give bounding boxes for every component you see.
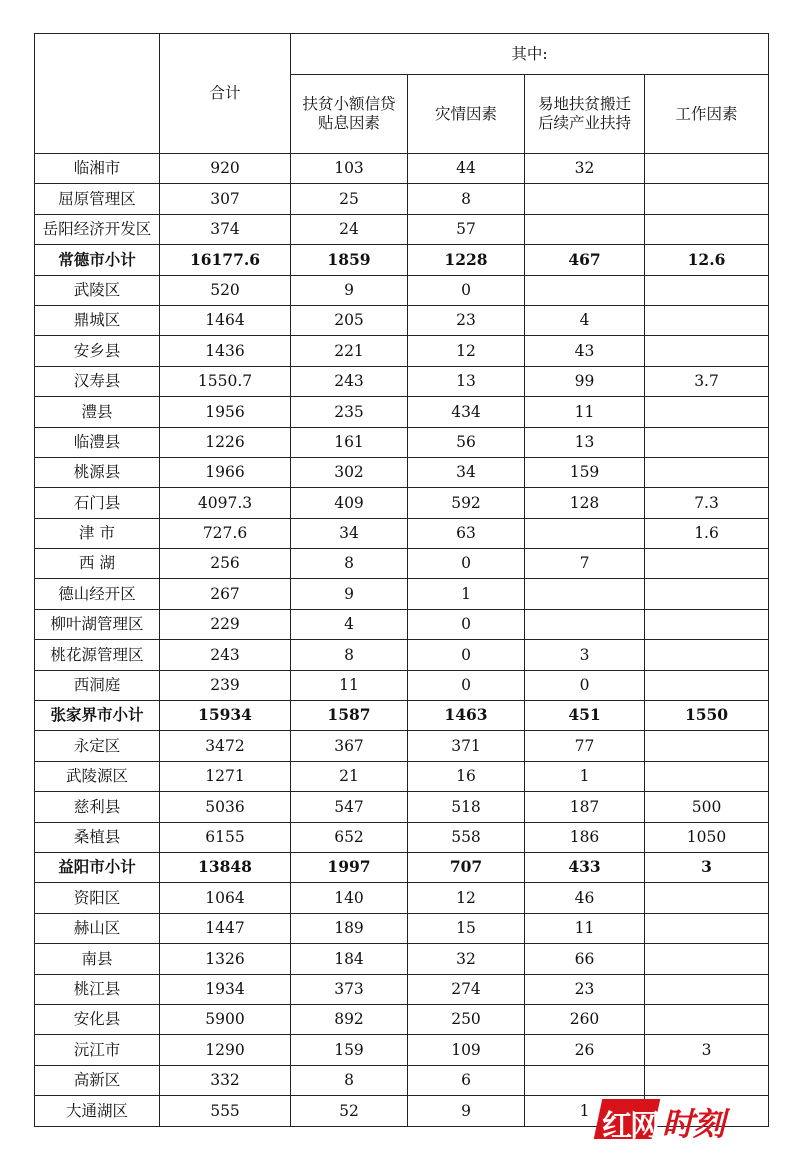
table-row — [35, 1035, 769, 1065]
cell-work: 1.6 — [645, 518, 769, 548]
cell-poverty-loan: 221 — [291, 336, 408, 366]
cell-region-name: 益阳市小计 — [35, 852, 160, 882]
cell-poverty-loan: 302 — [291, 457, 408, 487]
table-row — [35, 184, 769, 214]
cell-region-name: 桃江县 — [35, 974, 160, 1004]
cell-relocation: 187 — [525, 792, 645, 822]
cell-work — [645, 397, 769, 427]
cell-relocation: 433 — [525, 852, 645, 882]
cell-relocation: 467 — [525, 245, 645, 275]
table-row — [35, 670, 769, 700]
table-row — [35, 579, 769, 609]
cell-work — [645, 457, 769, 487]
cell-relocation: 128 — [525, 488, 645, 518]
cell-total: 520 — [160, 275, 291, 305]
cell-region-name: 德山经开区 — [35, 579, 160, 609]
cell-disaster: 109 — [408, 1035, 525, 1065]
cell-disaster: 8 — [408, 184, 525, 214]
cell-work — [645, 944, 769, 974]
header-poverty-loan-line2: 贴息因素 — [317, 114, 380, 132]
cell-disaster: 56 — [408, 427, 525, 457]
cell-total: 5900 — [160, 1004, 291, 1034]
cell-total: 920 — [160, 154, 291, 184]
cell-relocation: 43 — [525, 336, 645, 366]
cell-region-name: 鼎城区 — [35, 305, 160, 335]
cell-region-name: 西洞庭 — [35, 670, 160, 700]
cell-region-name: 桃源县 — [35, 457, 160, 487]
cell-disaster: 707 — [408, 852, 525, 882]
cell-total: 3472 — [160, 731, 291, 761]
table-row — [35, 488, 769, 518]
table-row — [35, 761, 769, 791]
cell-work — [645, 579, 769, 609]
cell-region-name: 南县 — [35, 944, 160, 974]
header-poverty-loan-line1: 扶贫小额信贷 — [302, 95, 396, 114]
cell-poverty-loan: 34 — [291, 518, 408, 548]
cell-poverty-loan: 184 — [291, 944, 408, 974]
cell-region-name: 柳叶湖管理区 — [35, 609, 160, 639]
table-row — [35, 913, 769, 943]
cell-disaster: 9 — [408, 1096, 525, 1126]
cell-disaster: 518 — [408, 792, 525, 822]
table-row — [35, 792, 769, 822]
table-row — [35, 609, 769, 639]
cell-total: 243 — [160, 640, 291, 670]
cell-work — [645, 974, 769, 1004]
cell-work — [645, 154, 769, 184]
cell-region-name: 武陵源区 — [35, 761, 160, 791]
cell-disaster: 63 — [408, 518, 525, 548]
cell-relocation: 0 — [525, 670, 645, 700]
cell-relocation: 66 — [525, 944, 645, 974]
cell-poverty-loan: 11 — [291, 670, 408, 700]
watermark-badge-text: 红网 — [602, 1109, 658, 1144]
cell-disaster: 6 — [408, 1065, 525, 1095]
cell-poverty-loan: 159 — [291, 1035, 408, 1065]
cell-poverty-loan: 140 — [291, 883, 408, 913]
cell-relocation: 46 — [525, 883, 645, 913]
header-work: 工作因素 — [645, 75, 769, 154]
cell-disaster: 12 — [408, 336, 525, 366]
cell-total: 1464 — [160, 305, 291, 335]
cell-poverty-loan: 1859 — [291, 245, 408, 275]
cell-work — [645, 1004, 769, 1034]
cell-relocation: 260 — [525, 1004, 645, 1034]
watermark-suffix-text: 时刻 — [662, 1105, 725, 1143]
cell-disaster: 1228 — [408, 245, 525, 275]
cell-poverty-loan: 189 — [291, 913, 408, 943]
cell-relocation: 186 — [525, 822, 645, 852]
cell-total: 307 — [160, 184, 291, 214]
cell-disaster: 23 — [408, 305, 525, 335]
table-row — [35, 731, 769, 761]
cell-disaster: 32 — [408, 944, 525, 974]
cell-relocation: 451 — [525, 701, 645, 731]
cell-disaster: 0 — [408, 670, 525, 700]
cell-disaster: 44 — [408, 154, 525, 184]
cell-work — [645, 883, 769, 913]
cell-work — [645, 184, 769, 214]
cell-disaster: 12 — [408, 883, 525, 913]
cell-region-name: 西 湖 — [35, 549, 160, 579]
table-row — [35, 944, 769, 974]
cell-region-name: 石门县 — [35, 488, 160, 518]
cell-relocation: 4 — [525, 305, 645, 335]
cell-work — [645, 427, 769, 457]
cell-disaster: 34 — [408, 457, 525, 487]
cell-disaster: 16 — [408, 761, 525, 791]
table-row — [35, 366, 769, 396]
cell-relocation: 1 — [525, 1096, 645, 1126]
cell-total: 13848 — [160, 852, 291, 882]
cell-total: 1966 — [160, 457, 291, 487]
cell-relocation — [525, 214, 645, 244]
cell-total: 1326 — [160, 944, 291, 974]
cell-region-name: 永定区 — [35, 731, 160, 761]
cell-work: 1550 — [645, 701, 769, 731]
cell-work — [645, 549, 769, 579]
cell-region-name: 武陵区 — [35, 275, 160, 305]
cell-disaster: 274 — [408, 974, 525, 1004]
cell-relocation: 99 — [525, 366, 645, 396]
cell-relocation: 11 — [525, 397, 645, 427]
subtotal-row — [35, 701, 769, 731]
cell-region-name: 屈原管理区 — [35, 184, 160, 214]
cell-work — [645, 670, 769, 700]
cell-work — [645, 1065, 769, 1095]
header-relocation — [525, 75, 645, 154]
table-row — [35, 1065, 769, 1095]
cell-poverty-loan: 1587 — [291, 701, 408, 731]
table-row — [35, 305, 769, 335]
cell-disaster: 13 — [408, 366, 525, 396]
cell-work — [645, 336, 769, 366]
cell-relocation — [525, 518, 645, 548]
cell-disaster: 0 — [408, 609, 525, 639]
table-row — [35, 518, 769, 548]
cell-poverty-loan: 24 — [291, 214, 408, 244]
cell-poverty-loan: 4 — [291, 609, 408, 639]
cell-total: 267 — [160, 579, 291, 609]
cell-total: 1956 — [160, 397, 291, 427]
cell-poverty-loan: 367 — [291, 731, 408, 761]
cell-region-name: 岳阳经济开发区 — [35, 214, 160, 244]
cell-relocation: 23 — [525, 974, 645, 1004]
cell-relocation: 32 — [525, 154, 645, 184]
cell-region-name: 张家界市小计 — [35, 701, 160, 731]
header-of-which: 其中: — [291, 34, 769, 75]
cell-region-name: 常德市小计 — [35, 245, 160, 275]
subtotal-row — [35, 852, 769, 882]
cell-region-name: 赫山区 — [35, 913, 160, 943]
cell-poverty-loan: 52 — [291, 1096, 408, 1126]
cell-poverty-loan: 21 — [291, 761, 408, 791]
cell-poverty-loan: 892 — [291, 1004, 408, 1034]
cell-region-name: 临澧县 — [35, 427, 160, 457]
header-disaster: 灾情因素 — [408, 75, 525, 154]
cell-region-name: 资阳区 — [35, 883, 160, 913]
cell-total: 16177.6 — [160, 245, 291, 275]
cell-total: 4097.3 — [160, 488, 291, 518]
cell-work: 7.3 — [645, 488, 769, 518]
cell-work — [645, 214, 769, 244]
table-row — [35, 549, 769, 579]
cell-work — [645, 731, 769, 761]
cell-total: 6155 — [160, 822, 291, 852]
cell-poverty-loan: 652 — [291, 822, 408, 852]
table-row — [35, 1004, 769, 1034]
cell-poverty-loan: 25 — [291, 184, 408, 214]
cell-total: 1064 — [160, 883, 291, 913]
cell-disaster: 592 — [408, 488, 525, 518]
cell-poverty-loan: 8 — [291, 549, 408, 579]
cell-disaster: 1463 — [408, 701, 525, 731]
table-row — [35, 397, 769, 427]
cell-disaster: 15 — [408, 913, 525, 943]
table-row — [35, 336, 769, 366]
table-row — [35, 214, 769, 244]
header-region-cell — [35, 34, 160, 154]
cell-poverty-loan: 373 — [291, 974, 408, 1004]
cell-disaster: 434 — [408, 397, 525, 427]
table-body — [35, 154, 769, 1127]
cell-total: 1550.7 — [160, 366, 291, 396]
cell-total: 1436 — [160, 336, 291, 366]
cell-region-name: 慈利县 — [35, 792, 160, 822]
header-total: 合计 — [160, 34, 291, 154]
cell-relocation — [525, 184, 645, 214]
table-row — [35, 457, 769, 487]
cell-total: 239 — [160, 670, 291, 700]
header-poverty-loan — [291, 75, 408, 154]
cell-poverty-loan: 9 — [291, 579, 408, 609]
cell-region-name: 澧县 — [35, 397, 160, 427]
table-row — [35, 154, 769, 184]
cell-work — [645, 913, 769, 943]
cell-relocation: 13 — [525, 427, 645, 457]
cell-total: 1290 — [160, 1035, 291, 1065]
cell-work — [645, 761, 769, 791]
cell-poverty-loan: 9 — [291, 275, 408, 305]
cell-relocation — [525, 609, 645, 639]
cell-disaster: 371 — [408, 731, 525, 761]
cell-work: 12.6 — [645, 245, 769, 275]
subtotal-row — [35, 245, 769, 275]
cell-disaster: 558 — [408, 822, 525, 852]
cell-poverty-loan: 547 — [291, 792, 408, 822]
cell-region-name: 临湘市 — [35, 154, 160, 184]
cell-relocation: 159 — [525, 457, 645, 487]
cell-total: 256 — [160, 549, 291, 579]
cell-poverty-loan: 161 — [291, 427, 408, 457]
cell-disaster: 1 — [408, 579, 525, 609]
cell-total: 1447 — [160, 913, 291, 943]
cell-total: 5036 — [160, 792, 291, 822]
watermark-logo — [598, 1093, 758, 1145]
cell-relocation — [525, 1065, 645, 1095]
table-row — [35, 427, 769, 457]
cell-region-name: 安化县 — [35, 1004, 160, 1034]
cell-region-name: 桃花源管理区 — [35, 640, 160, 670]
header-relocation-line2: 后续产业扶持 — [537, 114, 631, 132]
cell-work: 500 — [645, 792, 769, 822]
cell-poverty-loan: 235 — [291, 397, 408, 427]
cell-relocation: 11 — [525, 913, 645, 943]
cell-poverty-loan: 8 — [291, 1065, 408, 1095]
cell-disaster: 0 — [408, 640, 525, 670]
cell-work — [645, 609, 769, 639]
cell-poverty-loan: 205 — [291, 305, 408, 335]
cell-relocation — [525, 275, 645, 305]
cell-work — [645, 275, 769, 305]
cell-region-name: 汉寿县 — [35, 366, 160, 396]
table-row — [35, 883, 769, 913]
cell-poverty-loan: 1997 — [291, 852, 408, 882]
cell-relocation: 3 — [525, 640, 645, 670]
table-row — [35, 275, 769, 305]
cell-work: 3 — [645, 852, 769, 882]
cell-total: 1934 — [160, 974, 291, 1004]
cell-region-name: 大通湖区 — [35, 1096, 160, 1126]
cell-poverty-loan: 8 — [291, 640, 408, 670]
cell-total: 15934 — [160, 701, 291, 731]
cell-work — [645, 305, 769, 335]
cell-disaster: 0 — [408, 549, 525, 579]
table-row — [35, 640, 769, 670]
cell-relocation: 26 — [525, 1035, 645, 1065]
cell-work: 3 — [645, 1035, 769, 1065]
cell-region-name: 津 市 — [35, 518, 160, 548]
header-relocation-line1: 易地扶贫搬迁 — [537, 95, 631, 114]
cell-region-name: 安乡县 — [35, 336, 160, 366]
cell-total: 727.6 — [160, 518, 291, 548]
cell-work — [645, 640, 769, 670]
cell-relocation: 77 — [525, 731, 645, 761]
cell-total: 374 — [160, 214, 291, 244]
cell-total: 1271 — [160, 761, 291, 791]
cell-work: 3.7 — [645, 366, 769, 396]
cell-poverty-loan: 243 — [291, 366, 408, 396]
funding-table — [34, 33, 769, 1127]
cell-total: 555 — [160, 1096, 291, 1126]
cell-region-name: 高新区 — [35, 1065, 160, 1095]
cell-relocation: 7 — [525, 549, 645, 579]
cell-disaster: 0 — [408, 275, 525, 305]
cell-disaster: 250 — [408, 1004, 525, 1034]
cell-total: 332 — [160, 1065, 291, 1095]
cell-disaster: 57 — [408, 214, 525, 244]
cell-relocation — [525, 579, 645, 609]
cell-relocation: 1 — [525, 761, 645, 791]
table-row — [35, 822, 769, 852]
header-row-1 — [35, 34, 769, 75]
cell-poverty-loan: 409 — [291, 488, 408, 518]
cell-region-name: 桑植县 — [35, 822, 160, 852]
cell-total: 1226 — [160, 427, 291, 457]
cell-work: 1050 — [645, 822, 769, 852]
table-row — [35, 974, 769, 1004]
cell-region-name: 沅江市 — [35, 1035, 160, 1065]
cell-total: 229 — [160, 609, 291, 639]
cell-poverty-loan: 103 — [291, 154, 408, 184]
